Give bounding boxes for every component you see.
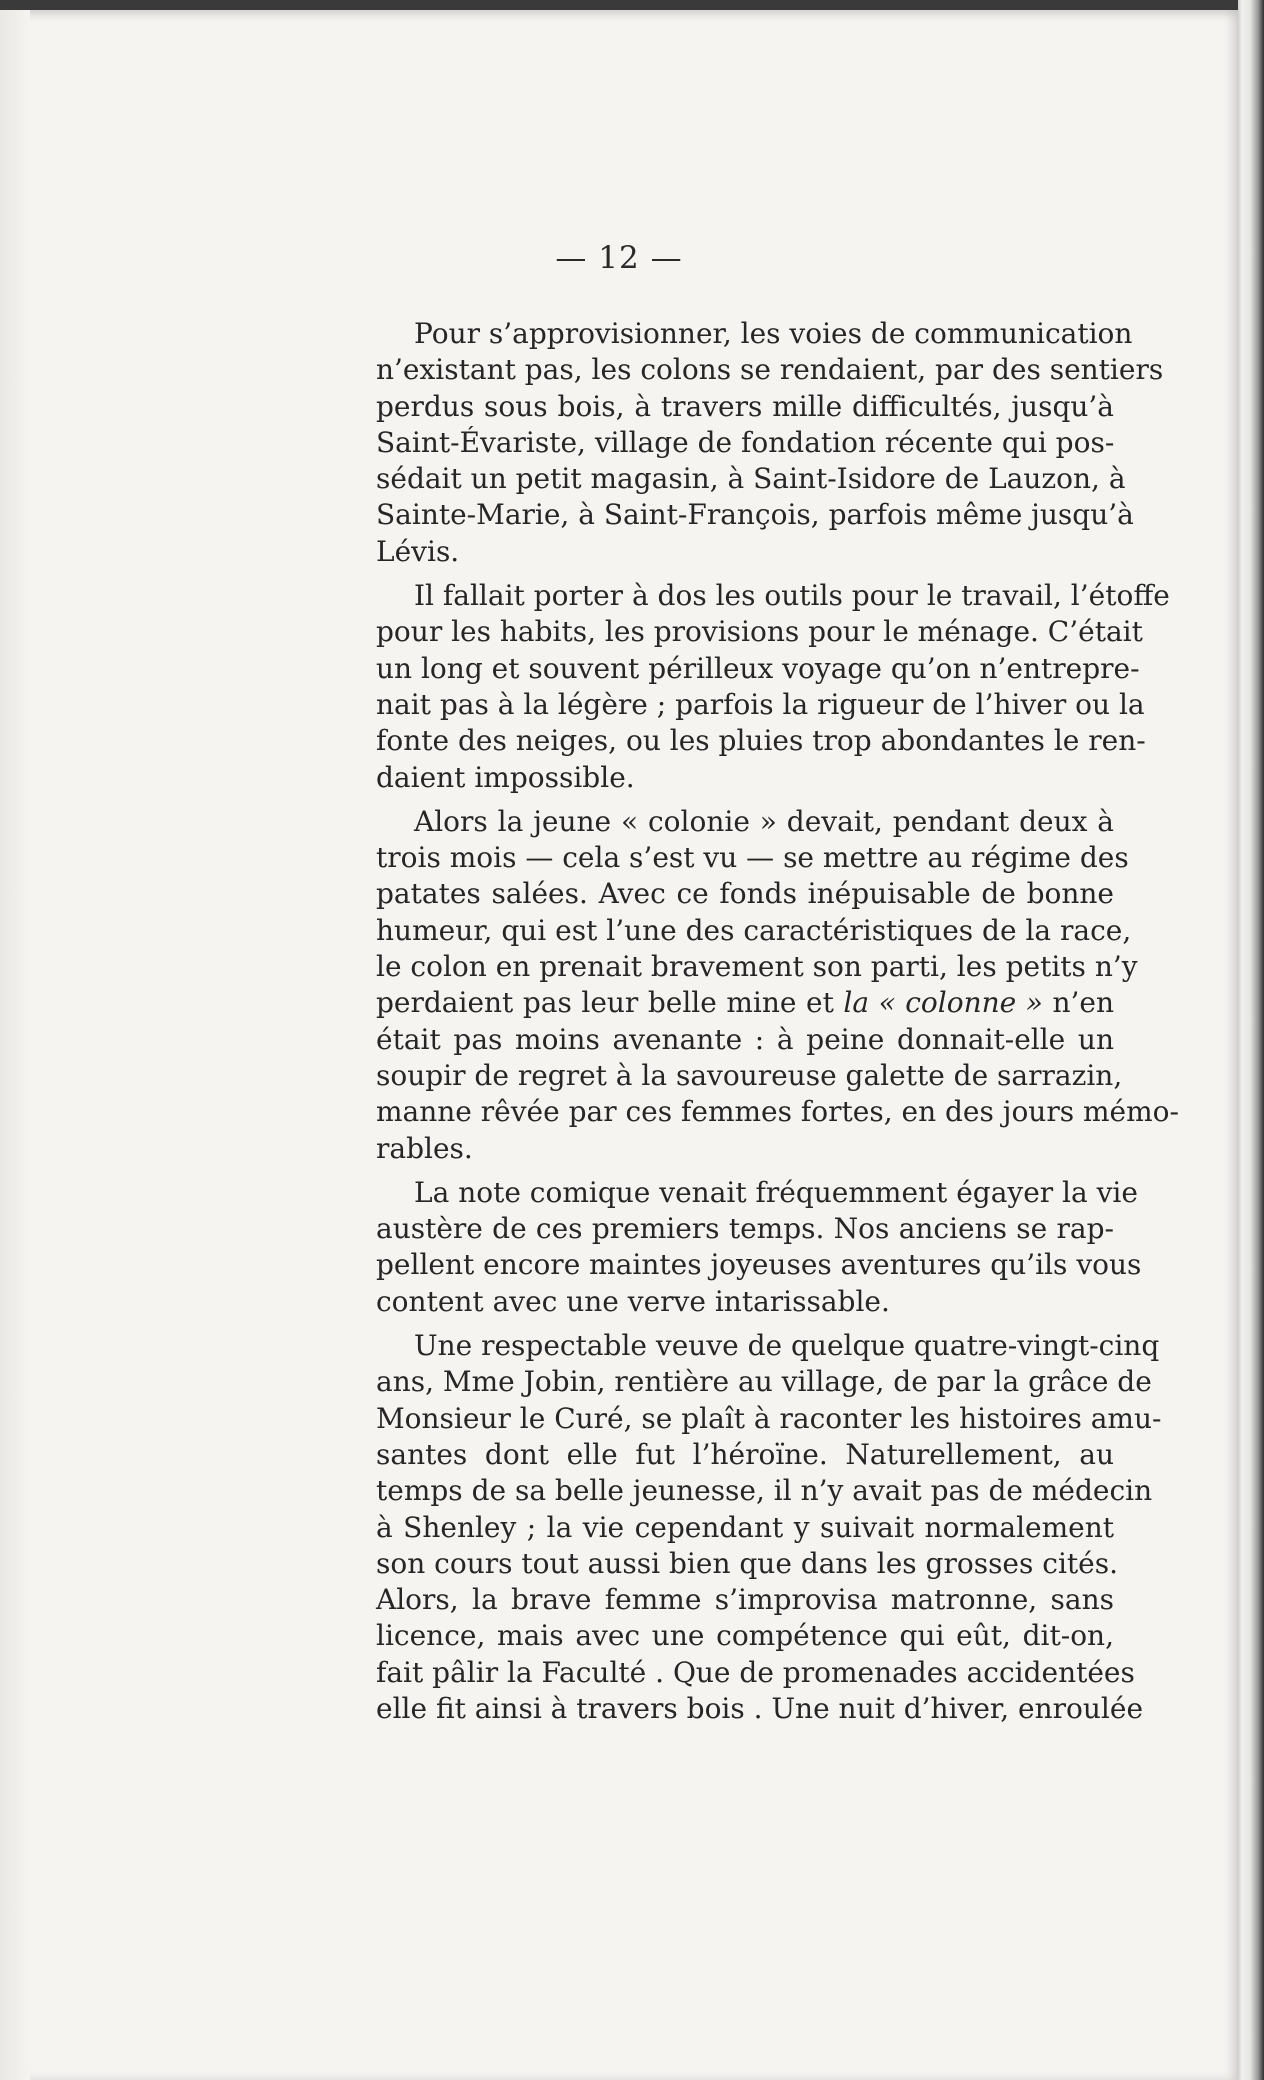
text-line: Lévis. bbox=[376, 534, 460, 568]
text-line: ans, Mme Jobin, rentière au village, de par la grâce de bbox=[376, 1365, 1152, 1399]
text-line: soupir de regret à la savoureuse galette de sarrazin, bbox=[376, 1058, 1123, 1092]
text-line: fonte des neiges, ou les pluies trop abondantes le ren- bbox=[376, 724, 1146, 758]
text-line: Sainte-Marie, à Saint-François, parfois même jusqu’à bbox=[376, 498, 1134, 532]
text-line: était pas moins avenante : à peine donnait-elle un bbox=[376, 1022, 1114, 1056]
scan-right-edge bbox=[1238, 0, 1264, 2080]
text-line: le colon en prenait bravement son parti, les petits n’y bbox=[376, 950, 1138, 984]
text-line: Pour s’approvisionner, les voies de communication bbox=[414, 317, 1133, 350]
text-line: Il fallait porter à dos les outils pour le travail, l’étoffe bbox=[414, 579, 1170, 613]
text-line: Monsieur le Curé, se plaît à raconter les histoires amu- bbox=[376, 1401, 1162, 1435]
text-line: un long et souvent périlleux voyage qu’on n’entrepre- bbox=[376, 651, 1140, 685]
text-line: licence, mais avec une compétence qui eût, dit-on, bbox=[376, 1619, 1114, 1653]
text-line: Alors, la brave femme s’improvisa matronne, sans bbox=[376, 1583, 1114, 1617]
text-segment: perdaient pas leur belle mine et bbox=[376, 986, 834, 1020]
text-line: fait pâlir la Faculté . Que de promenades accidentées bbox=[376, 1655, 1135, 1689]
text-line: manne rêvée par ces femmes fortes, en des jours mémo- bbox=[376, 1095, 1179, 1129]
text-line: à Shenley ; la vie cependant y suivait normalement bbox=[376, 1510, 1114, 1544]
page-gutter-shadow bbox=[0, 10, 30, 2080]
body-text bbox=[338, 316, 1179, 1727]
text-line-with-italic bbox=[338, 985, 1114, 1021]
text-segment: n’en bbox=[1042, 986, 1114, 1020]
text-line: temps de sa belle jeunesse, il n’y avait pas de médecin bbox=[376, 1474, 1153, 1508]
text-line: daient impossible. bbox=[376, 760, 635, 794]
text-line: rables. bbox=[376, 1131, 473, 1165]
text-line: n’existant pas, les colons se rendaient, par des sentiers bbox=[376, 353, 1164, 387]
text-line: patates salées. Avec ce fonds inépuisable de bonne bbox=[376, 877, 1114, 911]
text-line: Une respectable veuve de quelque quatre-vingt-cinq bbox=[414, 1329, 1160, 1363]
paragraph-3 bbox=[338, 804, 1179, 1167]
paragraph-4 bbox=[338, 1175, 1142, 1320]
text-line: content avec une verve intarissable. bbox=[376, 1284, 890, 1318]
paragraph-2 bbox=[338, 578, 1170, 796]
text-line: pour les habits, les provisions pour le ménage. C’était bbox=[376, 615, 1143, 649]
book-page bbox=[0, 10, 1238, 2080]
text-line: son cours tout aussi bien que dans les grosses cités. bbox=[376, 1546, 1118, 1580]
text-line: austère de ces premiers temps. Nos anciens se rap- bbox=[376, 1212, 1114, 1246]
text-line: nait pas à la légère ; parfois la rigueur de l’hiver ou la bbox=[376, 687, 1145, 721]
text-line: santes dont elle fut l’héroïne. Naturellement, au bbox=[376, 1437, 1114, 1471]
text-line: trois mois — cela s’est vu — se mettre au régime des bbox=[376, 841, 1129, 875]
paragraph-5 bbox=[338, 1328, 1162, 1727]
text-line: humeur, qui est l’une des caractéristiques de la race, bbox=[376, 913, 1132, 947]
text-line: perdus sous bois, à travers mille difficultés, jusqu’à bbox=[376, 389, 1114, 423]
text-line: elle fit ainsi à travers bois . Une nuit d’hiver, enroulée bbox=[376, 1691, 1144, 1725]
text-line: sédait un petit magasin, à Saint-Isidore de Lauzon, à bbox=[376, 462, 1126, 496]
page-number: — 12 — bbox=[555, 240, 683, 276]
text-line: Saint-Évariste, village de fondation récente qui pos- bbox=[376, 425, 1115, 459]
italic-phrase: la « colonne » bbox=[843, 986, 1043, 1020]
text-line: Alors la jeune « colonie » devait, pendant deux à bbox=[414, 804, 1114, 838]
text-line: La note comique venait fréquemment égayer la vie bbox=[414, 1175, 1138, 1209]
text-line: pellent encore maintes joyeuses aventures qu’ils vous bbox=[376, 1248, 1142, 1282]
paragraph-1 bbox=[338, 316, 1164, 570]
